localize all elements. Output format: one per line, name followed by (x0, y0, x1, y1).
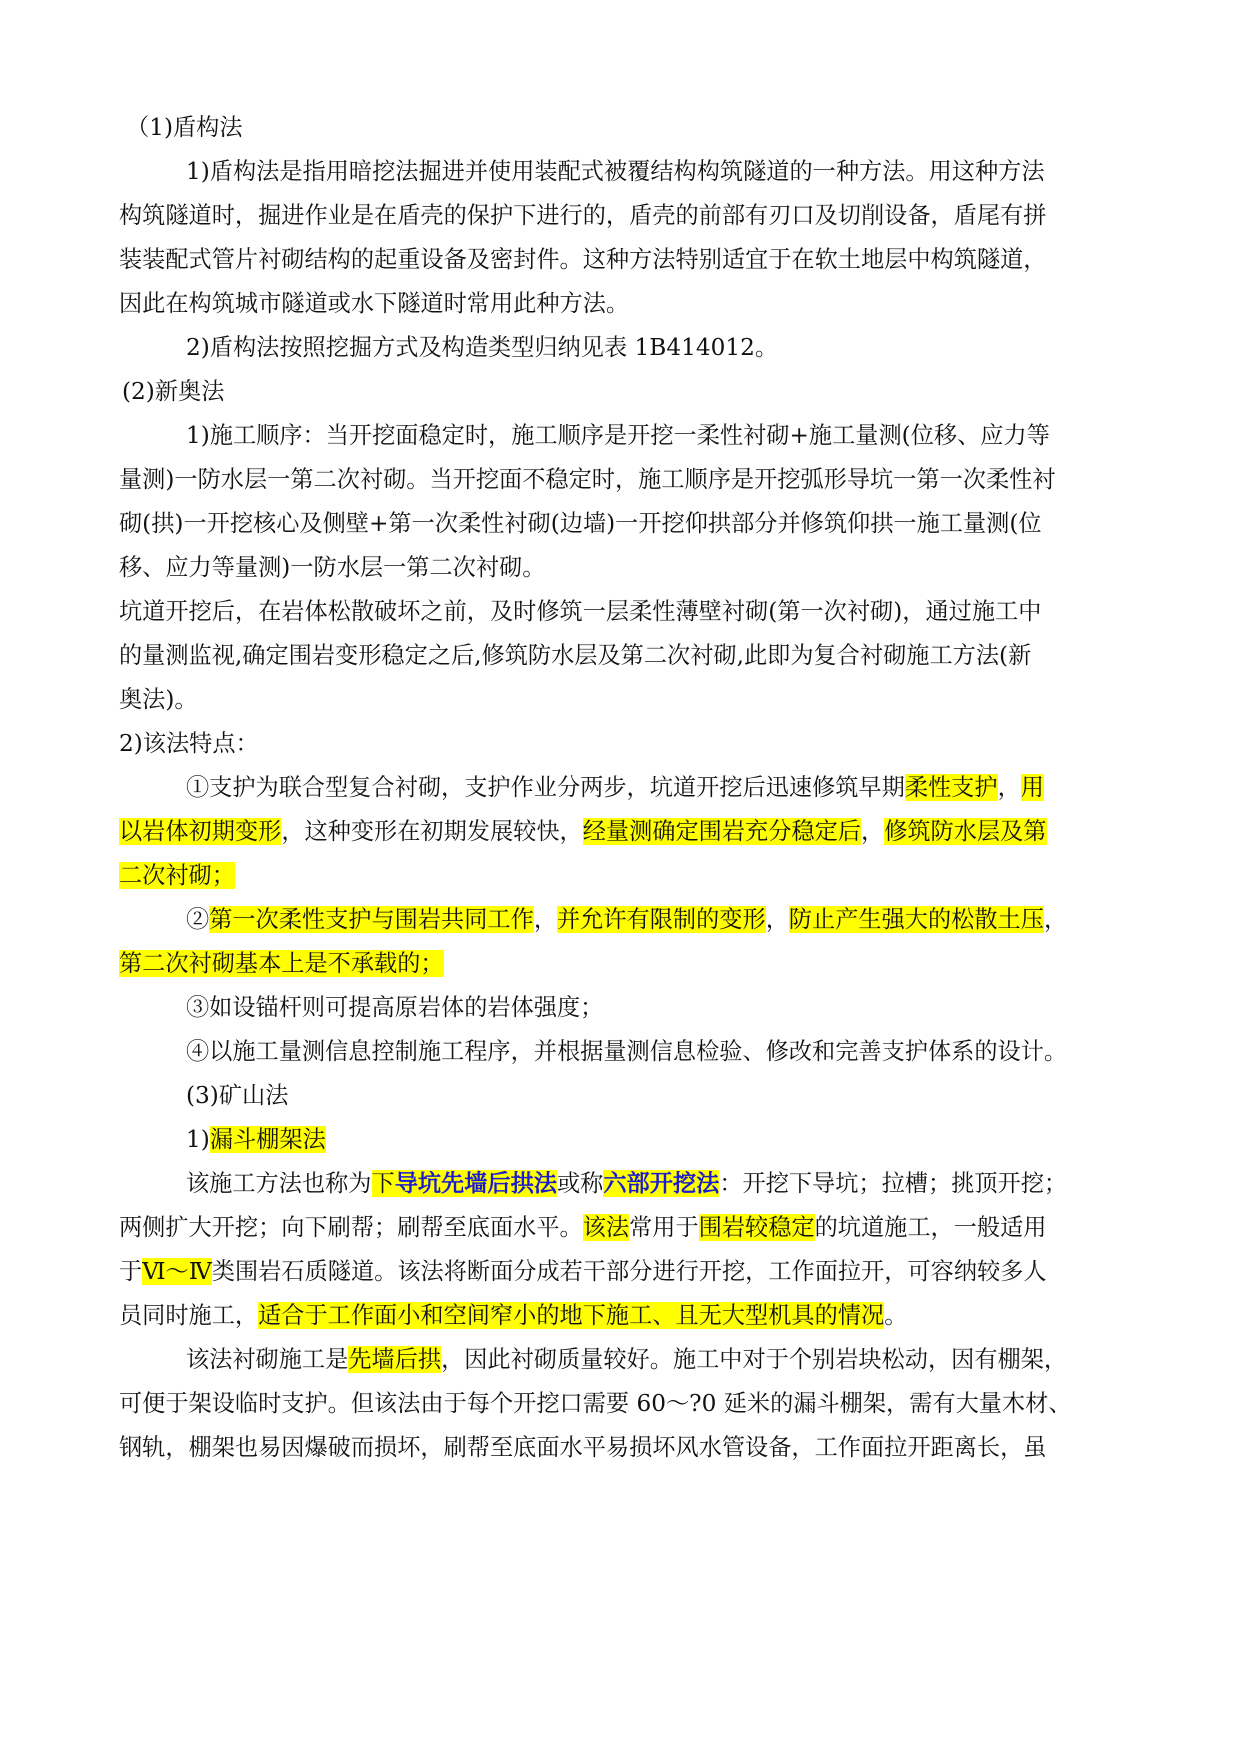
paragraph-line: 的量测监视,确定围岩变形稳定之后,修筑防水层及第二次衬砌,此即为复合衬砌施工方法(新 (119, 642, 1032, 669)
text-run: ， (533, 906, 557, 933)
highlighted-text: 修筑防水层及第 (884, 818, 1047, 845)
text-run: 两侧扩大开挖；向下刷帮；刷帮至底面水平。 (119, 1214, 583, 1241)
text-run: ， (997, 774, 1021, 801)
highlighted-text: 用 (1020, 774, 1044, 801)
highlighted-text: 漏斗棚架法 (209, 1126, 326, 1153)
highlighted-text: 并允许有限制的变形 (557, 906, 766, 933)
text-run: ， (1043, 906, 1068, 933)
text-run: 类围岩石质隧道。该法将断面分成若干部分进行开挖，工作面拉开，可容纳较多人 (211, 1258, 1047, 1285)
paragraph-line (119, 860, 235, 892)
text-run: ， (765, 906, 789, 933)
paragraph-line (186, 1168, 1067, 1200)
paragraph-line: 钢轨，棚架也易因爆破而损坏，刷帮至底面水平易损坏风水管设备，工作面拉开距离长，虽 (119, 1434, 1047, 1461)
section-heading-mining: (3)矿山法 (186, 1082, 289, 1109)
paragraph-line (186, 904, 1067, 936)
paragraph-line: ③如设锚杆则可提高原岩体的岩体强度； (186, 994, 604, 1021)
paragraph-line: 装装配式管片衬砌结构的起重设备及密封件。这种方法特别适宜于在软土地层中构筑隧道， (119, 246, 1047, 273)
highlighted-text: 下 (371, 1170, 395, 1197)
highlighted-text: 二次衬砌； (119, 862, 235, 889)
text-run: 。 (884, 1302, 908, 1329)
section-heading-natm: (2)新奥法 (122, 378, 225, 405)
paragraph-line (119, 1300, 907, 1332)
paragraph-line (186, 1344, 1067, 1376)
highlighted-text: 先墙后拱 (348, 1346, 442, 1373)
paragraph-line: 构筑隧道时，掘进作业是在盾壳的保护下进行的，盾壳的前部有刃口及切削设备，盾尾有拼 (119, 202, 1047, 229)
paragraph-line: 1)施工顺序：当开挖面稳定时，施工顺序是开挖一柔性衬砌+施工量测(位移、应力等 (186, 422, 1050, 449)
highlighted-text: 防止产生强大的松散土压 (788, 906, 1044, 933)
paragraph-line (119, 1212, 1047, 1244)
paragraph-line (186, 772, 1044, 804)
paragraph-line: 量测)一防水层一第二次衬砌。当开挖面不稳定时，施工顺序是开挖弧形导坑一第一次柔性衬 (119, 466, 1056, 493)
paragraph-line: 坑道开挖后，在岩体松散破坏之前，及时修筑一层柔性薄壁衬砌(第一次衬砌)，通过施工中 (119, 598, 1042, 625)
paragraph-line: 可便于架设临时支护。但该法由于每个开挖口需要 60～?0 延米的漏斗棚架，需有大量木材、 (119, 1390, 1072, 1417)
highlighted-text: 柔性支护 (904, 774, 998, 801)
paragraph-line (119, 1256, 1047, 1288)
highlighted-bold-text: 六部开挖法 (603, 1170, 720, 1197)
highlighted-text: Ⅵ～Ⅳ (142, 1258, 212, 1285)
paragraph-line: 2)盾构法按照挖掘方式及构造类型归纳见表 1B414012。 (186, 334, 779, 361)
text-run: ， (861, 818, 885, 845)
subheading-features: 2)该法特点： (119, 730, 259, 757)
text-run: ①支护为联合型复合衬砌，支护作业分两步，坑道开挖后迅速修筑早期 (186, 774, 905, 801)
text-run: 该施工方法也称为 (186, 1170, 372, 1197)
highlighted-text: 围岩较稳定 (698, 1214, 815, 1241)
text-run: ，因此衬砌质量较好。施工中对于个别岩块松动，因有棚架， (441, 1346, 1068, 1373)
text-run: 的坑道施工，一般适用 (814, 1214, 1047, 1241)
text-run: 于 (119, 1258, 143, 1285)
section-heading-shield: （1)盾构法 (126, 114, 243, 141)
highlighted-text: 该法 (582, 1214, 630, 1241)
text-run: ② (186, 906, 210, 933)
paragraph-line: ④以施工量测信息控制施工程序，并根据量测信息检验、修改和完善支护体系的设计。 (186, 1038, 1068, 1065)
paragraph-line: 移、应力等量测)一防水层一第二次衬砌。 (119, 554, 546, 581)
highlighted-text: 经量测确定围岩充分稳定后 (582, 818, 861, 845)
paragraph-line: 奥法)。 (119, 686, 198, 713)
highlighted-bold-text: 导坑先墙后拱法 (394, 1170, 557, 1197)
paragraph-line (119, 816, 1047, 848)
paragraph-line (119, 948, 444, 980)
text-run: 或称 (557, 1170, 604, 1197)
text-run: 员同时施工， (119, 1302, 259, 1329)
text-run: 1) (186, 1126, 210, 1153)
paragraph-line: 砌(拱)一开挖核心及侧壁+第一次柔性衬砌(边墙)一开挖仰拱部分并修筑仰拱一施工量测(位 (119, 510, 1042, 537)
highlighted-text: 第二次衬砌基本上是不承载的； (119, 950, 444, 977)
paragraph-line: 1)盾构法是指用暗挖法掘进并使用装配式被覆结构构筑隧道的一种方法。用这种方法 (186, 158, 1045, 185)
highlighted-text: 适合于工作面小和空间窄小的地下施工、且无大型机具的情况 (258, 1302, 885, 1329)
text-run: ，这种变形在初期发展较快， (281, 818, 583, 845)
highlighted-text: 以岩体初期变形 (119, 818, 282, 845)
text-run: ：开挖下导坑；拉槽；挑顶开挖； (719, 1170, 1068, 1197)
paragraph-line: 因此在构筑城市隧道或水下隧道时常用此种方法。 (119, 290, 630, 317)
subheading-funnel-shed (186, 1124, 326, 1156)
text-run: 该法衬砌施工是 (186, 1346, 349, 1373)
text-run: 常用于 (629, 1214, 699, 1241)
highlighted-text: 第一次柔性支护与围岩共同工作 (209, 906, 534, 933)
